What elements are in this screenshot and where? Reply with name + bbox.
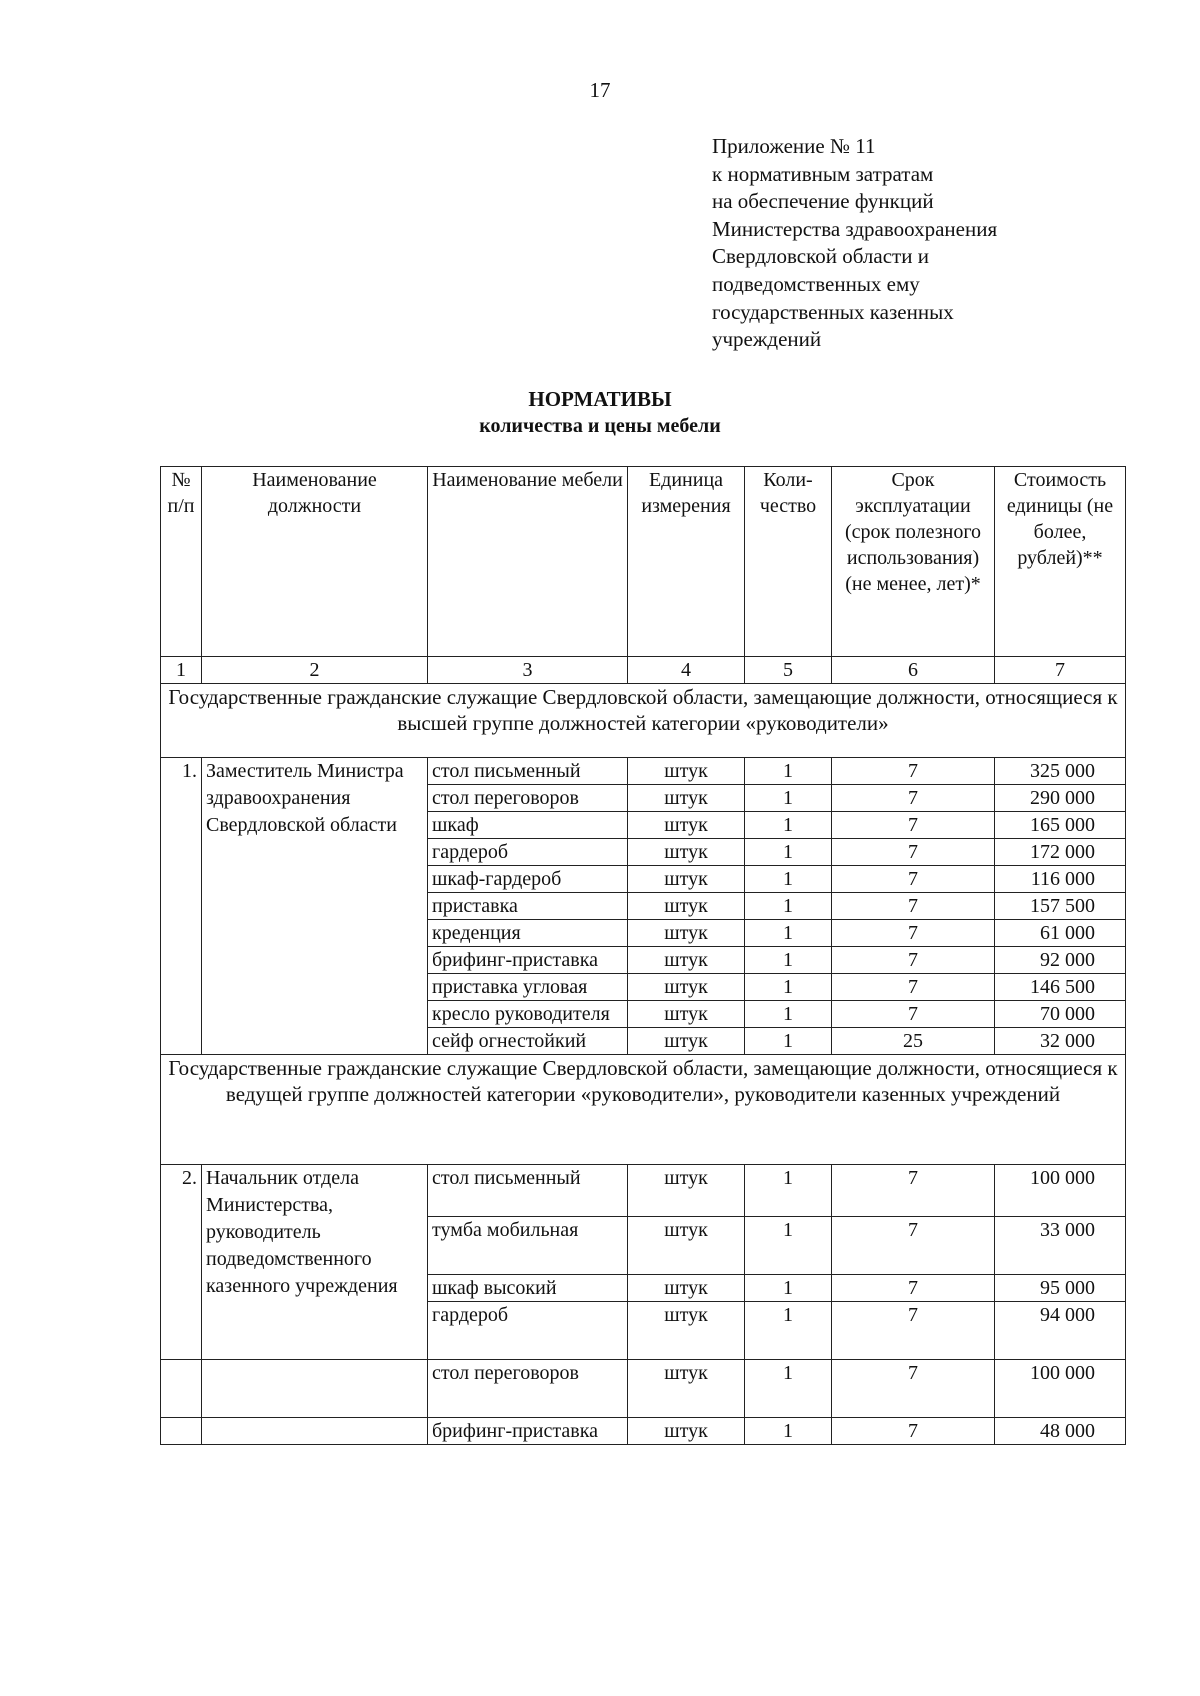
qty-cell: 1 — [745, 1275, 832, 1302]
appendix-line: Приложение № 11 — [712, 134, 876, 158]
term-cell: 7 — [832, 785, 995, 812]
term-cell: 7 — [832, 974, 995, 1001]
header-cost: Стоимость единицы (не более, рублей)** — [995, 467, 1126, 657]
header-unit: Единица измерения — [628, 467, 745, 657]
qty-cell: 1 — [745, 974, 832, 1001]
cost-cell: 94 000 — [995, 1302, 1126, 1360]
unit-cell: штук — [628, 758, 745, 785]
empty-cell — [202, 1418, 428, 1445]
column-number: 5 — [745, 657, 832, 684]
qty-cell: 1 — [745, 920, 832, 947]
column-numbers-row — [161, 657, 1126, 684]
cost-cell: 70 000 — [995, 1001, 1126, 1028]
unit-cell: штук — [628, 785, 745, 812]
cost-cell: 33 000 — [995, 1217, 1126, 1275]
qty-cell: 1 — [745, 1001, 832, 1028]
page-number: 17 — [589, 78, 611, 102]
furniture-name: брифинг-приставка — [428, 947, 628, 974]
group-heading-row — [161, 684, 1126, 758]
qty-cell: 1 — [745, 812, 832, 839]
appendix-line: государственных казенных — [712, 299, 954, 324]
term-cell: 7 — [832, 947, 995, 974]
header-term: Срок эксплуатации (срок полезного использования) (не менее, лет)* — [832, 467, 995, 657]
unit-cell: штук — [628, 1001, 745, 1028]
cost-cell: 165 000 — [995, 812, 1126, 839]
term-cell: 7 — [832, 920, 995, 947]
term-cell: 7 — [832, 812, 995, 839]
table-row — [161, 1165, 1126, 1217]
appendix-line: Министерства здравоохранения — [712, 216, 998, 241]
empty-cell — [202, 1360, 428, 1418]
qty-cell: 1 — [745, 758, 832, 785]
term-cell: 7 — [832, 1165, 995, 1217]
appendix-line: Свердловской области и — [712, 244, 929, 269]
unit-cell: штук — [628, 1275, 745, 1302]
term-cell: 7 — [832, 1217, 995, 1275]
term-cell: 7 — [832, 1001, 995, 1028]
furniture-norms-table — [160, 466, 1126, 1445]
furniture-name: шкаф высокий — [428, 1275, 628, 1302]
cost-cell: 146 500 — [995, 974, 1126, 1001]
qty-cell: 1 — [745, 866, 832, 893]
term-cell: 7 — [832, 839, 995, 866]
unit-cell: штук — [628, 1028, 745, 1055]
unit-cell: штук — [628, 974, 745, 1001]
cost-cell: 61 000 — [995, 920, 1126, 947]
cost-cell: 325 000 — [995, 758, 1126, 785]
empty-cell — [161, 1418, 202, 1445]
unit-cell: штук — [628, 1360, 745, 1418]
term-cell: 7 — [832, 758, 995, 785]
position-name: Начальник отдела Министерства, руководитель подведомственного казенного учреждения — [202, 1165, 428, 1360]
document-title: НОРМАТИВЫ — [528, 387, 672, 411]
cost-cell: 48 000 — [995, 1418, 1126, 1445]
qty-cell: 1 — [745, 1418, 832, 1445]
qty-cell: 1 — [745, 1302, 832, 1360]
group1-title: Государственные гражданские служащие Свердловской области, замещающие должности, относящиеся к высшей группе должностей категории «руководители» — [161, 684, 1126, 758]
cost-cell: 116 000 — [995, 866, 1126, 893]
qty-cell: 1 — [745, 785, 832, 812]
unit-cell: штук — [628, 812, 745, 839]
unit-cell: штук — [628, 1418, 745, 1445]
qty-cell: 1 — [745, 1028, 832, 1055]
furniture-name: шкаф-гардероб — [428, 866, 628, 893]
column-number: 3 — [428, 657, 628, 684]
qty-cell: 1 — [745, 1165, 832, 1217]
header-furniture: Наименование мебели — [428, 467, 628, 657]
group2-title: Государственные гражданские служащие Свердловской области, замещающие должности, относящиеся к ведущей группе должностей категории «руководители», руководители казенных учреждений — [161, 1055, 1126, 1165]
furniture-name: стол переговоров — [428, 785, 628, 812]
unit-cell: штук — [628, 839, 745, 866]
furniture-name: сейф огнестойкий — [428, 1028, 628, 1055]
column-number: 2 — [202, 657, 428, 684]
row-number: 2. — [161, 1165, 202, 1360]
table-row — [161, 1418, 1126, 1445]
cost-cell: 95 000 — [995, 1275, 1126, 1302]
qty-cell: 1 — [745, 839, 832, 866]
furniture-name: брифинг-приставка — [428, 1418, 628, 1445]
cost-cell: 100 000 — [995, 1360, 1126, 1418]
term-cell: 7 — [832, 1302, 995, 1360]
unit-cell: штук — [628, 920, 745, 947]
header-num: № п/п — [161, 467, 202, 657]
cost-cell: 100 000 — [995, 1165, 1126, 1217]
cost-cell: 290 000 — [995, 785, 1126, 812]
appendix-line: к нормативным затратам — [712, 161, 934, 186]
furniture-name: стол письменный — [428, 758, 628, 785]
unit-cell: штук — [628, 866, 745, 893]
furniture-name: кресло руководителя — [428, 1001, 628, 1028]
unit-cell: штук — [628, 1217, 745, 1275]
furniture-name: гардероб — [428, 1302, 628, 1360]
term-cell: 7 — [832, 1275, 995, 1302]
header-qty: Коли- чество — [745, 467, 832, 657]
furniture-name: креденция — [428, 920, 628, 947]
furniture-name: приставка — [428, 893, 628, 920]
furniture-name: тумба мобильная — [428, 1217, 628, 1275]
position-name: Заместитель Министра здравоохранения Свердловской области — [202, 758, 428, 1055]
term-cell: 25 — [832, 1028, 995, 1055]
cost-cell: 92 000 — [995, 947, 1126, 974]
qty-cell: 1 — [745, 1360, 832, 1418]
term-cell: 7 — [832, 1360, 995, 1418]
unit-cell: штук — [628, 893, 745, 920]
table-row — [161, 1360, 1126, 1418]
header-row — [161, 467, 1126, 657]
term-cell: 7 — [832, 1418, 995, 1445]
appendix-line: подведомственных ему — [712, 271, 920, 296]
qty-cell: 1 — [745, 893, 832, 920]
furniture-name: шкаф — [428, 812, 628, 839]
appendix-line: учреждений — [712, 327, 822, 352]
cost-cell: 32 000 — [995, 1028, 1126, 1055]
unit-cell: штук — [628, 947, 745, 974]
document-subtitle: количества и цены мебели — [479, 415, 721, 437]
furniture-name: гардероб — [428, 839, 628, 866]
group-heading-row — [161, 1055, 1126, 1165]
empty-cell — [161, 1360, 202, 1418]
column-number: 1 — [161, 657, 202, 684]
column-number: 7 — [995, 657, 1126, 684]
column-number: 4 — [628, 657, 745, 684]
appendix-block — [712, 133, 997, 354]
column-number: 6 — [832, 657, 995, 684]
row-number: 1. — [161, 758, 202, 1055]
cost-cell: 172 000 — [995, 839, 1126, 866]
furniture-name: стол письменный — [428, 1165, 628, 1217]
unit-cell: штук — [628, 1302, 745, 1360]
unit-cell: штук — [628, 1165, 745, 1217]
term-cell: 7 — [832, 893, 995, 920]
furniture-name: приставка угловая — [428, 974, 628, 1001]
table-row — [161, 758, 1126, 785]
furniture-name: стол переговоров — [428, 1360, 628, 1418]
appendix-line: на обеспечение функций — [712, 189, 934, 214]
cost-cell: 157 500 — [995, 893, 1126, 920]
header-position: Наименование должности — [202, 467, 428, 657]
term-cell: 7 — [832, 866, 995, 893]
qty-cell: 1 — [745, 947, 832, 974]
qty-cell: 1 — [745, 1217, 832, 1275]
